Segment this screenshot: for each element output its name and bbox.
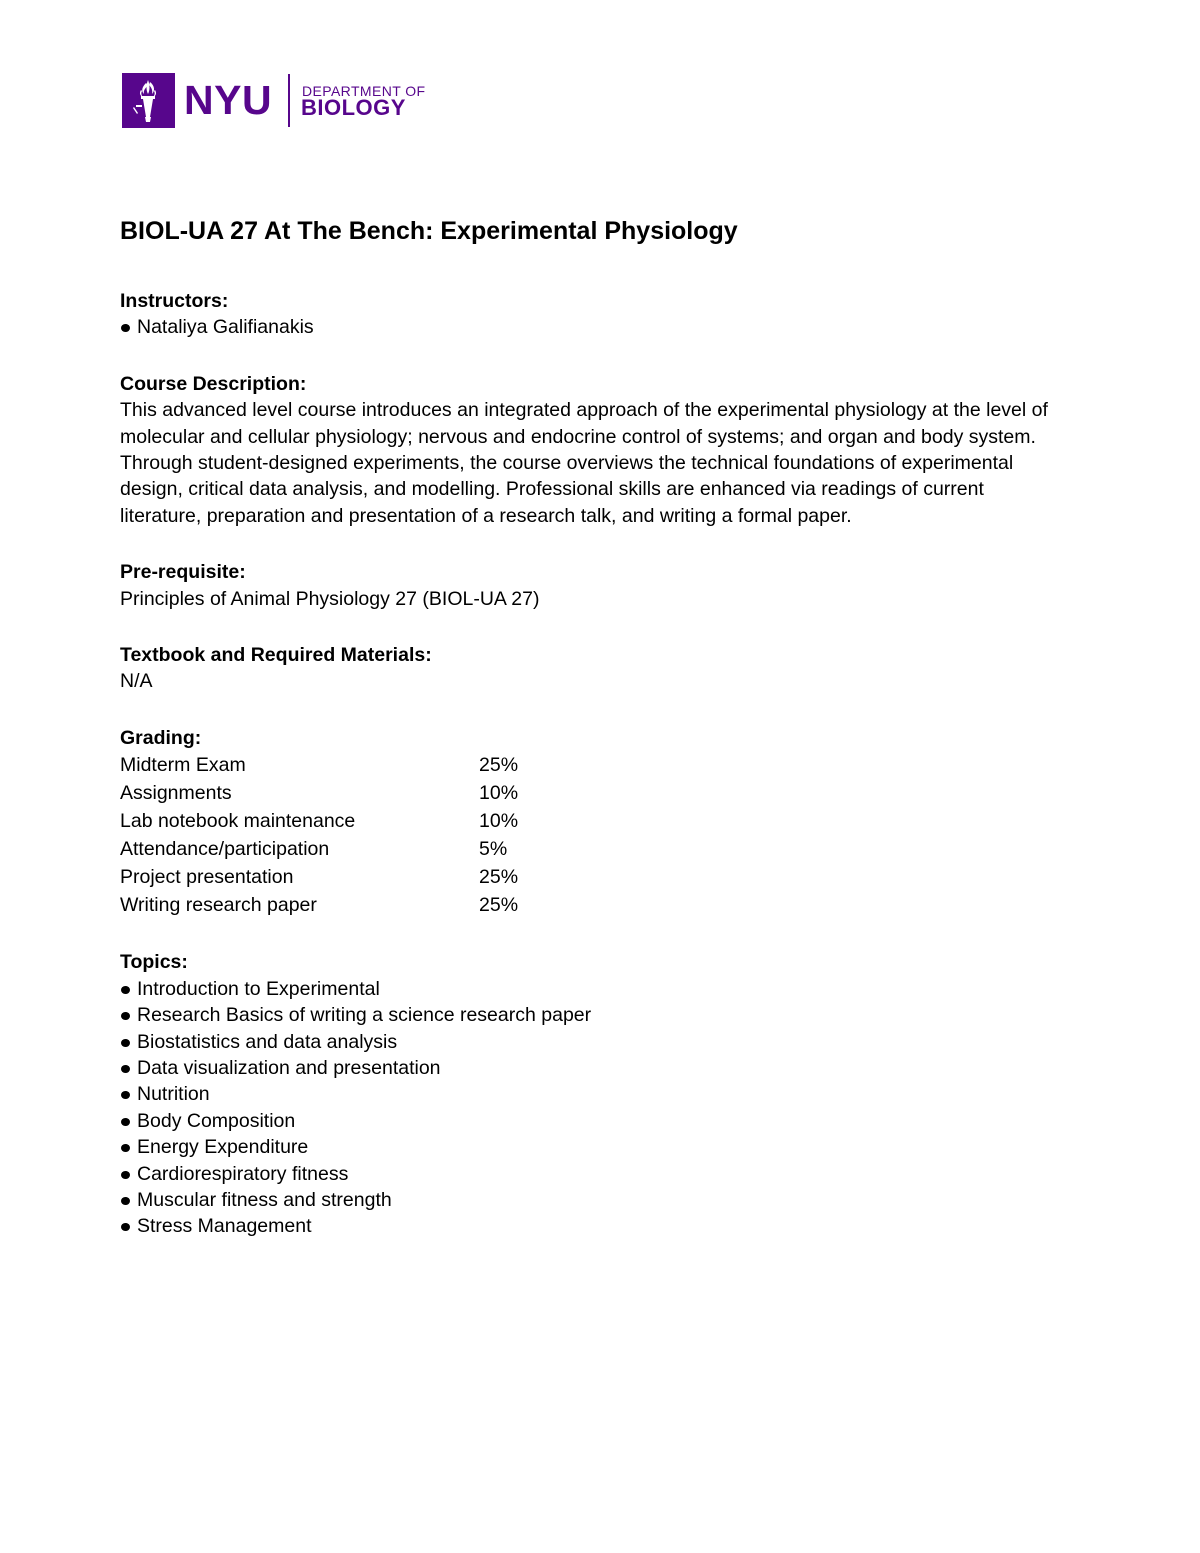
materials-heading: Textbook and Required Materials: [120,644,432,667]
grading-item: Writing research paper [120,894,317,917]
grading-weight: 10% [479,782,519,805]
syllabus-content [120,214,1050,1270]
grading-item: Midterm Exam [120,754,246,777]
department-name: BIOLOGY [301,95,406,120]
prerequisite-text: Principles of Animal Physiology 27 (BIOL-UA 27) [120,587,540,610]
course-description-section [120,371,1050,529]
topics-list [120,976,1050,1240]
list-item: Cardiorespiratory fitness [120,1161,1050,1187]
topics-heading: Topics: [120,951,188,974]
grading-row [120,891,1050,919]
nyu-biology-logo [122,73,427,129]
grading-row [120,751,1050,779]
grading-row [120,779,1050,807]
grading-section [120,725,1050,919]
grading-weight: 25% [479,894,519,917]
list-item: Muscular fitness and strength [120,1187,1050,1213]
list-item: Nataliya Galifianakis [120,314,1050,340]
materials-section [120,642,1050,695]
grading-weight: 5% [479,838,508,861]
topics-section [120,949,1050,1239]
nyu-torch-icon [122,73,175,128]
instructors-heading: Instructors: [120,290,229,312]
grading-row [120,835,1050,863]
list-item: Research Basics of writing a science research paper [120,1002,1050,1028]
grading-item: Lab notebook maintenance [120,810,356,833]
course-description-text: This advanced level course introduces an integrated approach of the experimental physiology at the level of molecular and cellular physiology; nervous and endocrine control of systems; and organ and body system. Through student-designed experiments, the course overviews the technical foundations of experimental design, critical data analysis, and modelling. Professional skills are enhanced via readings of current literature, preparation and presentation of a research talk, and writing a formal paper. [120,399,1048,527]
nyu-wordmark: NYU [184,77,273,123]
page-title: BIOL-UA 27 At The Bench: Experimental Physiology [120,217,738,245]
grading-item: Project presentation [120,866,294,889]
course-description-heading: Course Description: [120,372,307,395]
list-item: Introduction to Experimental [120,976,1050,1002]
grading-weight: 25% [479,866,519,889]
grading-weight: 10% [479,810,519,833]
instructors-section [120,288,1050,341]
instructors-list [120,314,1050,340]
materials-text: N/A [120,670,153,693]
grading-row [120,807,1050,835]
list-item: Biostatistics and data analysis [120,1029,1050,1055]
list-item: Data visualization and presentation [120,1055,1050,1081]
grading-weight: 25% [479,754,519,777]
list-item: Nutrition [120,1081,1050,1107]
grading-row [120,863,1050,891]
logo-divider [288,74,290,127]
list-item: Body Composition [120,1108,1050,1134]
grading-heading: Grading: [120,726,202,749]
department-label: DEPARTMENT OF [302,83,426,99]
prerequisite-heading: Pre-requisite: [120,561,246,584]
list-item: Energy Expenditure [120,1134,1050,1160]
grading-item: Attendance/participation [120,838,330,861]
list-item: Stress Management [120,1213,1050,1239]
grading-item: Assignments [120,782,232,805]
prerequisite-section [120,559,1050,612]
